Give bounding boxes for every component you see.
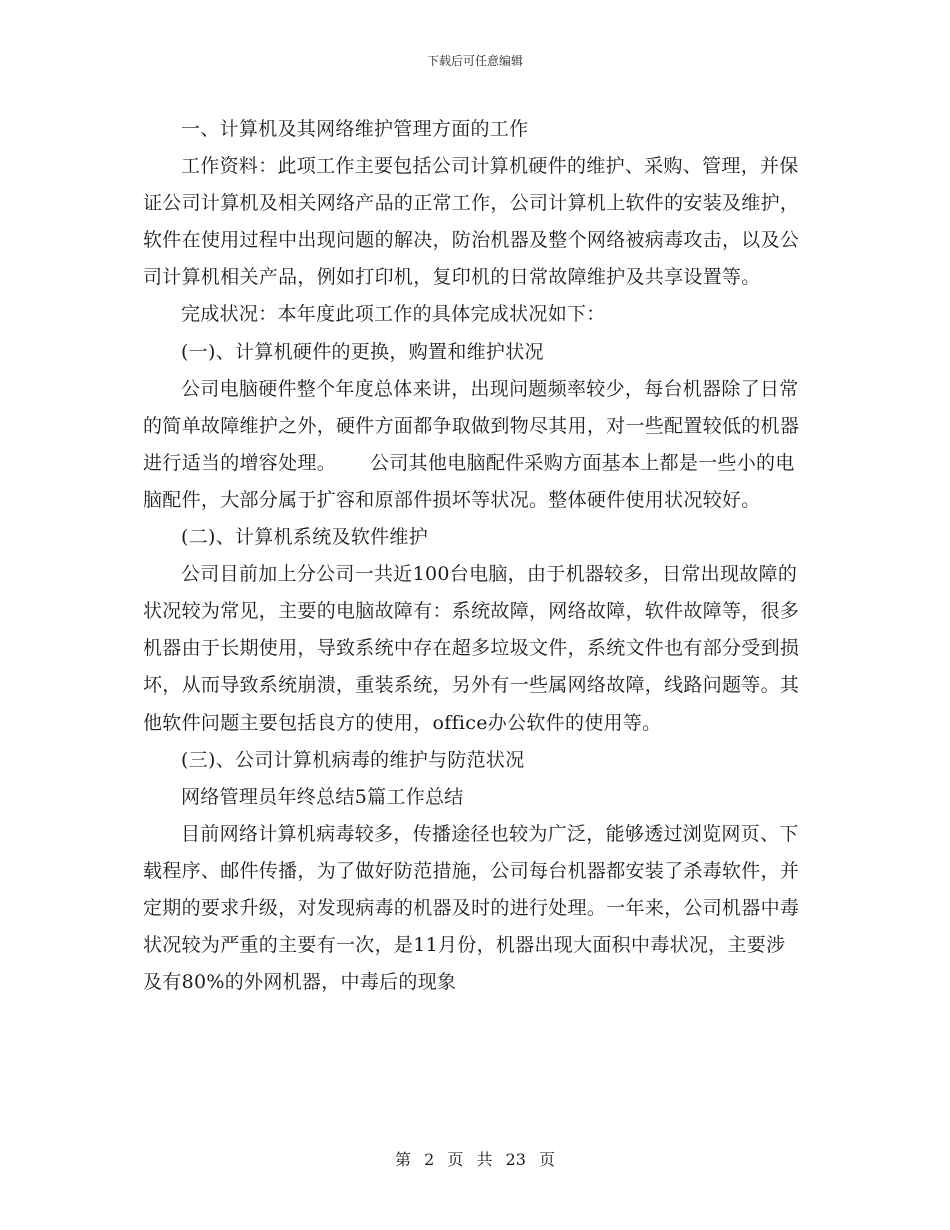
subheading-virus: (三)、公司计算机病毒的维护与防范状况	[181, 748, 525, 771]
page-footer: 第 2 页 共 23 页	[395, 1150, 555, 1169]
paragraph-hardware-part2: 公司其他电脑配件采购方面基本上都是一些小的电脑配件，大部分属于扩容和原部件损坏等状况。整体硬件使用状况较好。	[143, 451, 795, 511]
paragraph-hardware-part1: 公司电脑硬件整个年度总体来讲，出现问题频率较少，每台机器除了日常的简单故障维护之外，硬件方面都争取做到物尽其用，对一些配置较低的机器进行适当的增容处理。	[143, 377, 800, 474]
page-header: 下载后可任意编辑	[426, 54, 523, 68]
paragraph-completion-status: 完成状况：本年度此项工作的具体完成状况如下：	[181, 303, 606, 326]
subheading-hardware: (一)、计算机硬件的更换，购置和维护状况	[181, 340, 544, 363]
paragraph-virus: 目前网络计算机病毒较多，传播途径也较为广泛，能够透过浏览网页、下载程序、邮件传播，为了做好防范措施，公司每台机器都安装了杀毒软件，并定期的要求升级，对发现病毒的机器及时的进行处理。一年来，公司机器中毒状况较为严重的主要有一次，是11月份，机器出现大面积中毒状况，主要涉及有80%的外网机器，中毒后的现象	[143, 822, 800, 994]
paragraph-software: 公司目前加上分公司一共近100台电脑，由于机器较多，日常出现故障的状况较为常见，主要的电脑故障有：系统故障，网络故障，软件故障等，很多机器由于长期使用，导致系统中存在超多垃圾文件，系统文件也有部分受到损坏，从而导致系统崩溃，重装系统，另外有一些属网络故障，线路问题等。其他软件问题主要包括良方的使用，office办公软件的使用等。	[143, 563, 800, 734]
paragraph-hardware	[143, 371, 803, 519]
document-body	[143, 111, 803, 1001]
paragraph-work-content: 工作资料：此项工作主要包括公司计算机硬件的维护、采购、管理，并保证公司计算机及相关网络产品的正常工作，公司计算机上软件的安装及维护，软件在使用过程中出现问题的解决，防治机器及整个网络被病毒攻击，以及公司计算机相关产品，例如打印机，复印机的日常故障维护及共享设置等。	[143, 155, 800, 289]
section-heading-1: 一、计算机及其网络维护管理方面的工作	[181, 118, 529, 140]
subheading-software: (二)、计算机系统及软件维护	[181, 526, 429, 549]
paragraph-title-line: 网络管理员年终总结5篇工作总结	[181, 785, 464, 808]
